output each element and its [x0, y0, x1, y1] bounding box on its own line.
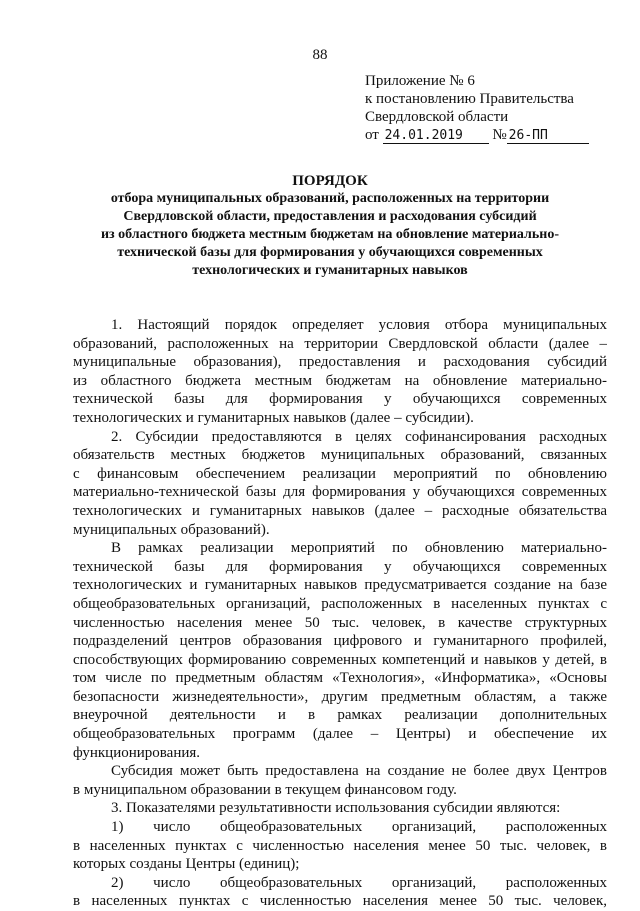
- document-title: ПОРЯДОК: [292, 173, 368, 189]
- subtitle-line: отбора муниципальных образований, расположенных на территории: [110, 191, 550, 206]
- from-label: от: [365, 127, 379, 143]
- body-line: 1. Настоящий порядок определяет условия отбора муниципальных: [111, 317, 607, 333]
- document-body: [73, 316, 607, 911]
- body-line: технологических и гуманитарных навыков предусматривается создание на базе: [73, 577, 607, 594]
- body-line: общеобразовательных программ (далее – Центры) и обеспечение их: [73, 726, 607, 743]
- body-line: В рамках реализации мероприятий по обновлению материально-: [111, 540, 607, 557]
- subtitle-line: Свердловской области, предоставления и расходования субсидий: [123, 209, 537, 224]
- body-line: материально-технической базы для формирования у обучающихся современных: [73, 484, 607, 501]
- appendix-region: Свердловской области: [365, 109, 509, 125]
- subtitle-line: технологических и гуманитарных навыков: [192, 263, 468, 278]
- appendix-title: Приложение № 6: [365, 73, 475, 89]
- body-line: функционирования.: [73, 744, 201, 761]
- document-subtitle: [60, 190, 600, 280]
- body-line: численностью населения менее 50 тыс. человек, в качестве структурных: [73, 614, 607, 631]
- body-line: технической базы для формирования у обучающихся современных: [73, 391, 607, 408]
- resolution-number: 26-ПП: [507, 128, 589, 144]
- body-line: которых созданы Центры (единиц);: [73, 856, 300, 873]
- body-line: обязательств местных бюджетов муниципальных образований, связанных: [73, 447, 607, 464]
- number-label: №: [492, 127, 507, 143]
- body-line: в населенных пунктах с численностью населения менее 50 тыс. человек,: [73, 893, 607, 910]
- body-line: 2) число общеобразовательных организаций, расположенных: [111, 874, 607, 891]
- body-line: Субсидия может быть предоставлена на создание не более двух Центров: [111, 763, 607, 780]
- body-line: с финансовым обеспечением реализации мероприятий по обновлению: [73, 465, 607, 482]
- body-line: муниципальных образований).: [73, 521, 270, 538]
- body-line: безопасности жизнедеятельности», другим предметным областям, а также: [73, 688, 607, 705]
- appendix-block: [365, 72, 625, 144]
- body-line: общеобразовательных организаций, расположенных в населенных пунктах с: [73, 595, 607, 612]
- body-line: способствующих формированию современных компетенций и навыков у детей, в: [73, 651, 607, 668]
- resolution-date: 24.01.2019: [383, 128, 489, 144]
- body-line: технологических и гуманитарных навыков (далее – субсидии).: [73, 409, 474, 426]
- subtitle-line: технической базы для формирования у обучающихся современных: [117, 245, 543, 260]
- body-line: в муниципальном образовании в текущем финансовом году.: [73, 781, 457, 798]
- body-line: 1) число общеобразовательных организаций, расположенных: [111, 819, 607, 836]
- body-line: из областного бюджета местным бюджетам на обновление материально-: [73, 372, 607, 389]
- body-line: внеурочной деятельности и в рамках реализации дополнительных: [73, 707, 607, 724]
- body-line: том числе по предметным областям «Технология», «Информатика», «Основы: [73, 670, 607, 687]
- body-line: технической базы для формирования у обучающихся современных: [73, 558, 607, 575]
- subtitle-line: из областного бюджета местным бюджетам на обновление материально-: [100, 227, 560, 242]
- page-number: 88: [312, 47, 328, 63]
- body-line: технологических и гуманитарных навыков (далее – расходные обязательства: [73, 502, 607, 519]
- appendix-resolution-ref: к постановлению Правительства: [365, 91, 574, 107]
- body-line: образований, расположенных на территории Свердловской области (далее –: [73, 335, 607, 352]
- body-line: 2. Субсидии предоставляются в целях софинансирования расходных: [111, 428, 607, 445]
- body-line: муниципальные образования), предоставления и расходования субсидий: [73, 354, 607, 371]
- body-line: в населенных пунктах с численностью населения менее 50 тыс. человек, в: [73, 837, 607, 854]
- body-line: 3. Показателями результативности использования субсидии являются:: [111, 800, 561, 817]
- body-line: подразделений центров образования цифрового и гуманитарного профилей,: [73, 633, 607, 650]
- appendix-date-number-line: [365, 126, 625, 144]
